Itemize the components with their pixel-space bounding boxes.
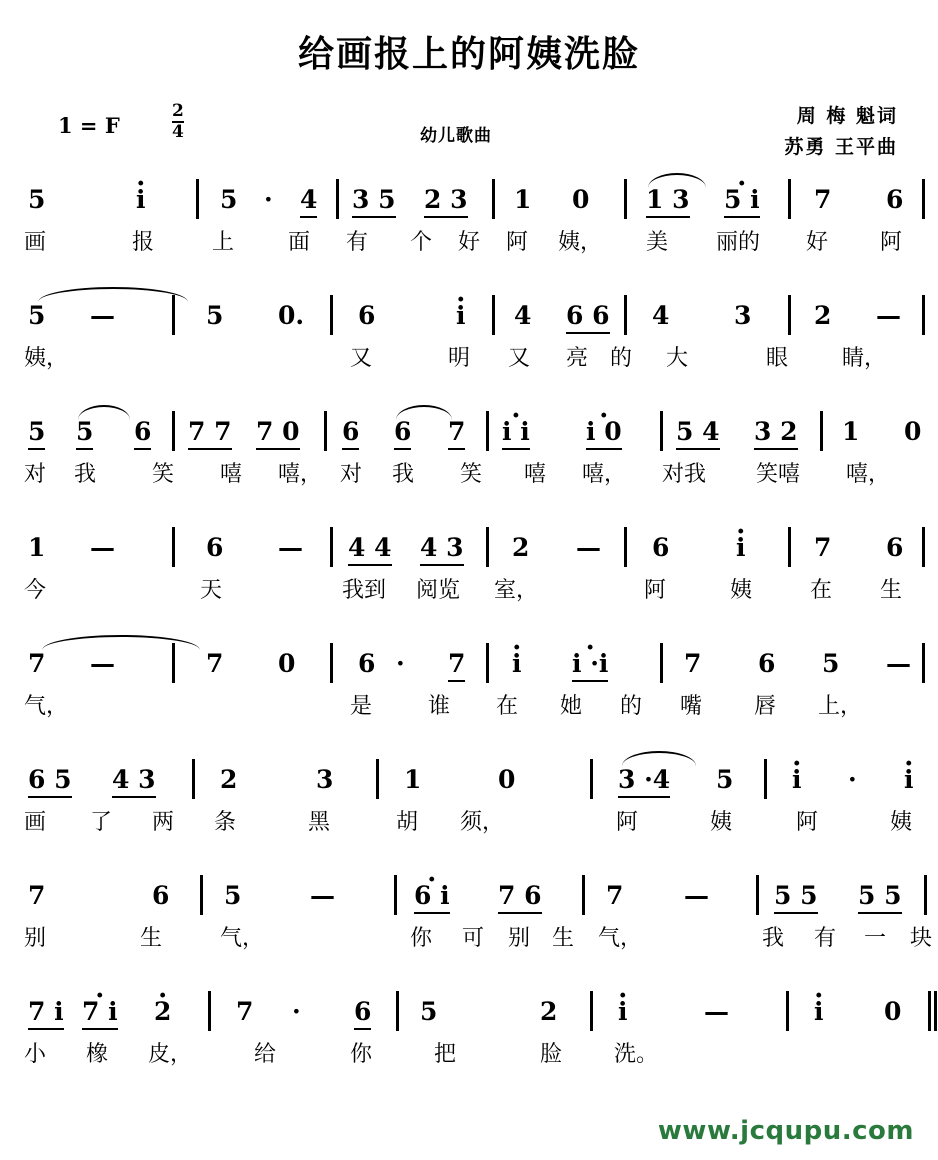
note: 7 <box>28 649 46 678</box>
dot-duration: · <box>396 649 405 678</box>
note: 6 <box>134 417 151 450</box>
lyric: 又 <box>350 346 373 371</box>
lyric: 的 <box>620 694 643 719</box>
note: 1 <box>404 765 422 794</box>
lyric: 上， <box>818 694 863 719</box>
note: 7 <box>448 417 465 450</box>
lyric: 橡 <box>86 1042 109 1067</box>
note: 5 <box>716 765 734 794</box>
lyric: 又 <box>508 346 531 371</box>
rest: 0. <box>278 301 305 330</box>
note-group: 4 4 <box>348 533 392 566</box>
lyric: 你 <box>350 1042 373 1067</box>
lyric-row <box>24 341 904 381</box>
note: 5 <box>420 997 438 1026</box>
note: 4 <box>300 185 317 218</box>
lyric: 嘻 <box>524 462 547 487</box>
note: 6 <box>354 997 371 1030</box>
lyric: 气， <box>598 926 643 951</box>
rest: 0 <box>498 765 516 794</box>
lyric: 我到 <box>342 578 387 603</box>
hold: — <box>704 997 729 1026</box>
note: 5 <box>28 185 46 214</box>
lyric: 皮， <box>148 1042 193 1067</box>
note-group: 5 5 <box>858 881 902 914</box>
lyric: 笑嘻 <box>756 462 801 487</box>
note: 1 <box>842 417 860 446</box>
lyric: 好 <box>806 230 829 255</box>
barline <box>756 875 759 915</box>
barline <box>820 411 823 451</box>
lyric: 室， <box>494 578 539 603</box>
barline <box>172 527 175 567</box>
lyric: 给 <box>254 1042 277 1067</box>
note: 5 <box>28 301 46 330</box>
song-sheet <box>0 26 938 1160</box>
lyric: 是 <box>350 694 373 719</box>
score-header <box>0 95 938 175</box>
note: 6 <box>206 533 224 562</box>
lyric: 个 <box>410 230 433 255</box>
lyric: 姨， <box>558 230 603 255</box>
note-group: 5 4 <box>676 417 720 450</box>
music-system-3 <box>24 407 922 523</box>
note-group: 7 7 <box>188 417 232 450</box>
note: 7 i <box>28 997 64 1030</box>
music-system-5 <box>24 639 911 755</box>
note: 2 · <box>154 997 171 1026</box>
time-signature-numerator: 2 <box>172 101 184 121</box>
hold: — <box>576 533 601 562</box>
rest: 0 <box>884 997 902 1026</box>
composer-label: 苏勇 王平曲 <box>784 136 898 159</box>
note: i · <box>814 997 824 1026</box>
lyric: 你 <box>410 926 433 951</box>
note: i · <box>792 765 802 794</box>
note: 7 i · <box>82 997 118 1030</box>
lyric: 睛， <box>842 346 887 371</box>
note-group: 3 5 <box>352 185 396 218</box>
dot-duration: · <box>848 765 857 794</box>
note-group: 5 5 <box>774 881 818 914</box>
lyric: 唇 <box>754 694 777 719</box>
rest: 0 <box>572 185 590 214</box>
barline <box>492 295 495 335</box>
note-group: 6 i · <box>414 881 450 914</box>
lyric: 有 <box>346 230 369 255</box>
lyric: 须， <box>460 810 505 835</box>
barline <box>788 295 791 335</box>
lyric: 嘻 <box>220 462 243 487</box>
note: 7 <box>206 649 224 678</box>
music-system-4 <box>24 523 904 639</box>
page-title: 给画报上的阿姨洗脸 <box>297 34 640 75</box>
lyric-row <box>24 689 904 729</box>
time-signature-denominator: 4 <box>172 121 184 142</box>
note: i · <box>512 649 522 678</box>
note: i · <box>736 533 746 562</box>
lyricist-label: 周 梅 魁词 <box>796 105 898 127</box>
barline <box>172 295 175 335</box>
hold: — <box>278 533 303 562</box>
lyric: 对 <box>340 462 363 487</box>
lyric: 阿 <box>506 230 529 255</box>
rest: 0 <box>278 649 296 678</box>
barline <box>922 179 925 219</box>
lyric: 阿 <box>616 810 639 835</box>
barline <box>624 295 627 335</box>
lyric-row <box>24 1037 904 1077</box>
lyric: 美 <box>646 230 669 255</box>
barline <box>590 759 593 799</box>
note: 7 <box>814 185 832 214</box>
lyric: 生 <box>140 926 163 951</box>
barline <box>192 759 195 799</box>
note-group: 7 0 <box>256 417 300 450</box>
lyric: 明 <box>448 346 471 371</box>
lyric: 笑 <box>152 462 175 487</box>
lyric: 条 <box>214 810 237 835</box>
lyric: 有 <box>814 926 837 951</box>
barline <box>486 643 489 683</box>
lyric: 气， <box>220 926 265 951</box>
lyric-row <box>24 457 904 497</box>
lyric: 生 <box>880 578 903 603</box>
barline <box>200 875 203 915</box>
note: 1 <box>514 185 532 214</box>
note-group: 3 2 <box>754 417 798 450</box>
lyric: 把 <box>434 1042 457 1067</box>
lyric: 生 <box>552 926 575 951</box>
note-group: i ·i · <box>572 649 608 682</box>
barline <box>492 179 495 219</box>
note: 2 <box>814 301 832 330</box>
hold: — <box>90 301 115 330</box>
hold: — <box>684 881 709 910</box>
lyric: 画 <box>24 230 47 255</box>
lyric: 别 <box>508 926 531 951</box>
barline <box>660 411 663 451</box>
lyric: 画 <box>24 810 47 835</box>
note-group: 6 6 <box>566 301 610 334</box>
barline <box>336 179 339 219</box>
lyric: 嘴 <box>680 694 703 719</box>
note: i · <box>618 997 628 1026</box>
barline <box>394 875 397 915</box>
music-system-7 <box>24 871 933 987</box>
note: i · <box>456 301 466 330</box>
lyric: 大 <box>666 346 689 371</box>
note: 2 <box>540 997 558 1026</box>
note: 6 <box>152 881 170 910</box>
lyric: 她 <box>560 694 583 719</box>
lyric: 在 <box>810 578 833 603</box>
note-group: 4 3 <box>112 765 156 798</box>
note: 4 <box>514 301 532 330</box>
lyric-row <box>24 921 933 961</box>
note: 5 <box>220 185 238 214</box>
lyric: 阅览 <box>416 578 461 603</box>
lyric: 阿 <box>644 578 667 603</box>
hold: — <box>310 881 335 910</box>
lyric: 报 <box>132 230 155 255</box>
barline <box>624 179 627 219</box>
lyric: 在 <box>496 694 519 719</box>
lyric: 脸 <box>540 1042 563 1067</box>
note: 6 <box>394 417 411 450</box>
note: 5 <box>206 301 224 330</box>
barline <box>172 411 175 451</box>
lyric: 嘻， <box>278 462 323 487</box>
lyric: 阿 <box>880 230 903 255</box>
note: 5 <box>224 881 242 910</box>
note: i · <box>904 765 914 794</box>
lyric: 别 <box>24 926 47 951</box>
note-group: 5 i · <box>724 185 760 218</box>
note-group: i 0 · <box>586 417 622 450</box>
lyric: 两 <box>152 810 175 835</box>
barline <box>196 179 199 219</box>
lyric: 块 <box>910 926 933 951</box>
note: 5 <box>28 417 45 450</box>
time-signature <box>172 103 184 142</box>
lyric: 黑 <box>308 810 331 835</box>
dot-duration: · <box>292 997 301 1026</box>
lyric: 阿 <box>796 810 819 835</box>
genre-label: 幼儿歌曲 <box>420 126 492 146</box>
lyric: 我 <box>762 926 785 951</box>
final-barline <box>928 991 931 1031</box>
note: 7 <box>684 649 702 678</box>
note: 7 <box>236 997 254 1026</box>
note: 6 <box>886 533 904 562</box>
lyric-row <box>24 805 913 845</box>
barline <box>624 527 627 567</box>
lyric: 的 <box>610 346 633 371</box>
note: 6 <box>358 301 376 330</box>
lyric: 嘻， <box>846 462 891 487</box>
barline <box>486 527 489 567</box>
note-group: i i · <box>502 417 530 450</box>
barline <box>786 991 789 1031</box>
barline <box>924 875 927 915</box>
hold: — <box>876 301 901 330</box>
lyric: 姨， <box>24 346 69 371</box>
lyric: 上 <box>212 230 235 255</box>
note: 2 <box>512 533 530 562</box>
music-system-1 <box>24 175 904 291</box>
lyric: 对我 <box>662 462 707 487</box>
lyric: 洗。 <box>614 1042 659 1067</box>
note-row <box>24 523 904 573</box>
lyric: 面 <box>288 230 311 255</box>
lyric: 眼 <box>766 346 789 371</box>
hold: — <box>90 649 115 678</box>
barline <box>172 643 175 683</box>
hold: — <box>886 649 911 678</box>
note: 7 <box>606 881 624 910</box>
lyric: 笑 <box>460 462 483 487</box>
barline <box>582 875 585 915</box>
barline <box>208 991 211 1031</box>
lyric: 小 <box>24 1042 47 1067</box>
note: 6 <box>358 649 376 678</box>
note-group: 6 5 <box>28 765 72 798</box>
music-system-6 <box>24 755 914 871</box>
lyric: 可 <box>462 926 485 951</box>
barline <box>396 991 399 1031</box>
watermark: www.jcqupu.com <box>657 1116 914 1146</box>
note-row <box>24 291 904 341</box>
note: 6 <box>342 417 359 450</box>
barline <box>330 527 333 567</box>
note-group: 2 3 <box>424 185 468 218</box>
lyric: 姨 <box>730 578 753 603</box>
note-group: 1 3 <box>646 185 690 218</box>
lyric: 姨 <box>890 810 913 835</box>
lyric: 今 <box>24 578 47 603</box>
lyric: 丽的 <box>716 230 761 255</box>
note: 7 <box>814 533 832 562</box>
note: 7 <box>448 649 465 682</box>
note: 2 <box>220 765 238 794</box>
credits <box>784 101 898 164</box>
barline <box>486 411 489 451</box>
note: 5 <box>76 417 93 450</box>
lyric: 谁 <box>428 694 451 719</box>
lyric: 一 <box>864 926 887 951</box>
lyric: 我 <box>392 462 415 487</box>
note: 3 <box>734 301 752 330</box>
barline <box>590 991 593 1031</box>
note-row <box>24 639 911 689</box>
lyric: 姨 <box>710 810 733 835</box>
note: i · <box>136 185 146 214</box>
lyric: 对 <box>24 462 47 487</box>
barline <box>764 759 767 799</box>
hold: — <box>90 533 115 562</box>
barline <box>376 759 379 799</box>
lyric: 天 <box>200 578 223 603</box>
note-row <box>24 987 904 1037</box>
barline <box>788 527 791 567</box>
note: 6 <box>886 185 904 214</box>
note: 4 <box>652 301 670 330</box>
barline <box>922 527 925 567</box>
note: 1 <box>28 533 46 562</box>
music-system-8 <box>24 987 904 1103</box>
note-row <box>24 175 904 225</box>
dot-duration: · <box>264 185 273 214</box>
barline <box>922 295 925 335</box>
lyric: 胡 <box>396 810 419 835</box>
lyric-row <box>24 573 904 613</box>
lyric: 好 <box>458 230 481 255</box>
barline <box>324 411 327 451</box>
lyric: 我 <box>74 462 97 487</box>
lyric: 嘻， <box>582 462 627 487</box>
barline <box>330 295 333 335</box>
lyric: 气， <box>24 694 69 719</box>
note: 5 <box>822 649 840 678</box>
note-row <box>24 755 914 805</box>
lyric: 了 <box>90 810 113 835</box>
note: 3 <box>316 765 334 794</box>
note-group: 4 3 <box>420 533 464 566</box>
lyric-row <box>24 225 904 265</box>
barline <box>330 643 333 683</box>
note-group: 7 6 <box>498 881 542 914</box>
note: 7 <box>28 881 46 910</box>
slur <box>396 405 452 423</box>
note-row <box>24 871 904 921</box>
note-group: 3 ·4 <box>618 765 670 798</box>
rest: 0 <box>904 417 922 446</box>
barline <box>660 643 663 683</box>
barline <box>788 179 791 219</box>
note: 6 <box>652 533 670 562</box>
note-row <box>24 407 922 457</box>
lyric: 亮 <box>566 346 589 371</box>
music-system-2 <box>24 291 904 407</box>
barline <box>922 643 925 683</box>
note: 6 <box>758 649 776 678</box>
key-signature: 1 = F <box>58 113 120 138</box>
